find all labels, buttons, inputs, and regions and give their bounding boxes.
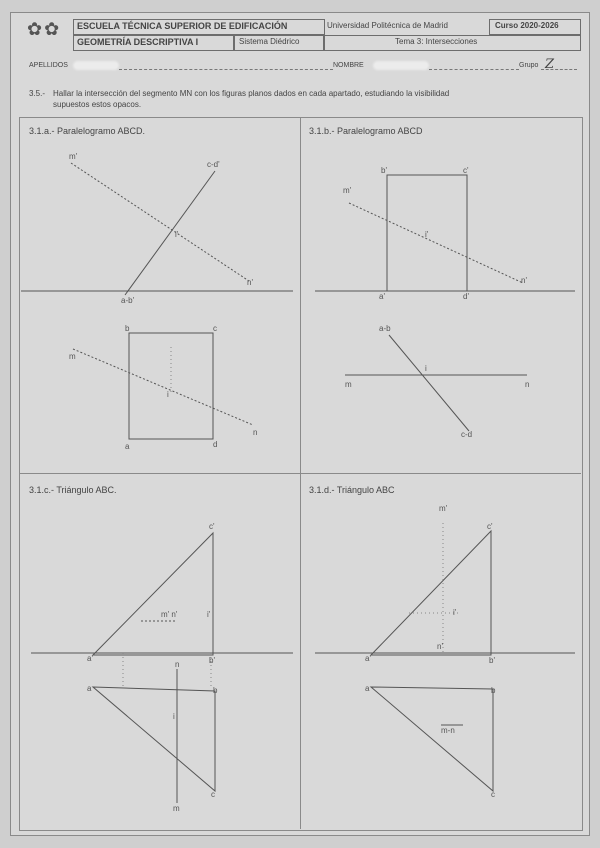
label-a-n: n' <box>247 278 253 287</box>
label-d-a1: a' <box>365 654 371 663</box>
c-triangle-elevation <box>93 533 213 655</box>
subject-name: GEOMETRÍA DESCRIPTIVA I <box>77 37 199 47</box>
university-name: Universidad Politécnica de Madrid <box>327 21 448 30</box>
exercise-title-b: 3.1.b.- Paralelogramo ABCD <box>309 126 423 136</box>
c-triangle-plan <box>93 687 215 791</box>
label-d-c2: c <box>491 790 495 799</box>
label-b-m2: m <box>345 380 352 389</box>
university-logo-icon: ✿✿ <box>27 19 62 40</box>
label-d-i: i' <box>453 608 457 617</box>
label-d-a2: a <box>365 684 370 693</box>
label-d-b2: b <box>491 686 496 695</box>
school-name: ESCUELA TÉCNICA SUPERIOR DE EDIFICACIÓN <box>77 21 288 31</box>
label-c-b2: b <box>213 686 218 695</box>
label-a-ab: a-b' <box>121 296 135 305</box>
label-d-n1: n' <box>437 642 443 651</box>
label-a-m: m' <box>69 152 78 161</box>
label-a-m2: m <box>69 352 76 361</box>
name-label: NOMBRE <box>333 62 364 69</box>
a-parallelogram-plan <box>129 333 213 439</box>
label-a-d: d <box>213 440 218 449</box>
label-a-n2: n <box>253 428 258 437</box>
exercise-title-a: 3.1.a.- Paralelogramo ABCD. <box>29 126 146 136</box>
system-name: Sistema Diédrico <box>239 37 300 46</box>
label-b-ab: a-b <box>379 324 391 333</box>
label-d-c1: c' <box>487 522 493 531</box>
statement-number: 3.5.- <box>29 89 46 98</box>
a-plane-edge-elevation <box>125 171 215 295</box>
label-a-i2: i <box>167 390 169 399</box>
label-c-a1: a' <box>87 654 93 663</box>
statement-line-2: supuestos estos opacos. <box>53 100 142 109</box>
label-a-a: a <box>125 442 130 451</box>
topic-name: Tema 3: Intersecciones <box>395 37 478 46</box>
label-b-b1: b' <box>381 166 387 175</box>
b-segment-mn-elevation <box>349 203 523 283</box>
label-d-b1: b' <box>489 656 495 665</box>
label-a-c: c <box>213 324 217 333</box>
exercise-title-d: 3.1.d.- Triángulo ABC <box>309 485 395 495</box>
a-segment-mn-plan <box>73 349 253 425</box>
label-b-i: i' <box>425 230 429 239</box>
label-c-mn: m' n' <box>161 610 178 619</box>
label-b-m: m' <box>343 186 352 195</box>
label-b-n2: n <box>525 380 530 389</box>
label-c-m2: m <box>173 804 180 813</box>
statement-line-1: Hallar la intersección del segmento MN con los figuras planos dados en cada apartado, estudiando la visibilidad <box>53 89 450 98</box>
label-c-c1: c' <box>209 522 215 531</box>
label-b-n1: n' <box>521 276 527 285</box>
group-value: Z <box>545 57 555 72</box>
label-b-d1: d' <box>463 292 469 301</box>
label-c-c2: c <box>211 790 215 799</box>
d-triangle-plan <box>371 687 493 791</box>
exercise-sheet <box>10 12 590 836</box>
label-d-mn: m-n <box>441 726 455 735</box>
label-a-i: i' <box>175 230 179 239</box>
d-triangle-elevation <box>371 531 491 655</box>
group-label: Grupo <box>519 62 539 69</box>
a-segment-mn-elevation <box>71 163 249 281</box>
exercise-title-c: 3.1.c.- Triángulo ABC. <box>29 485 117 495</box>
label-b-a1: a' <box>379 292 385 301</box>
label-c-a2: a <box>87 684 92 693</box>
label-c-i2: i <box>173 712 175 721</box>
dihedral-drawings <box>11 13 589 835</box>
label-b-cd: c-d <box>461 430 473 439</box>
label-a-cd: c-d' <box>207 160 220 169</box>
label-c-i: i' <box>207 610 211 619</box>
course-year: Curso 2020-2026 <box>495 21 559 30</box>
surname-label: APELLIDOS <box>29 62 68 69</box>
label-b-c1: c' <box>463 166 469 175</box>
label-d-m1: m' <box>439 504 448 513</box>
label-a-b: b <box>125 324 130 333</box>
label-b-i2: i <box>425 364 427 373</box>
label-c-b1: b' <box>209 656 215 665</box>
b-plane-edge-plan <box>389 335 469 431</box>
label-c-n2: n <box>175 660 180 669</box>
